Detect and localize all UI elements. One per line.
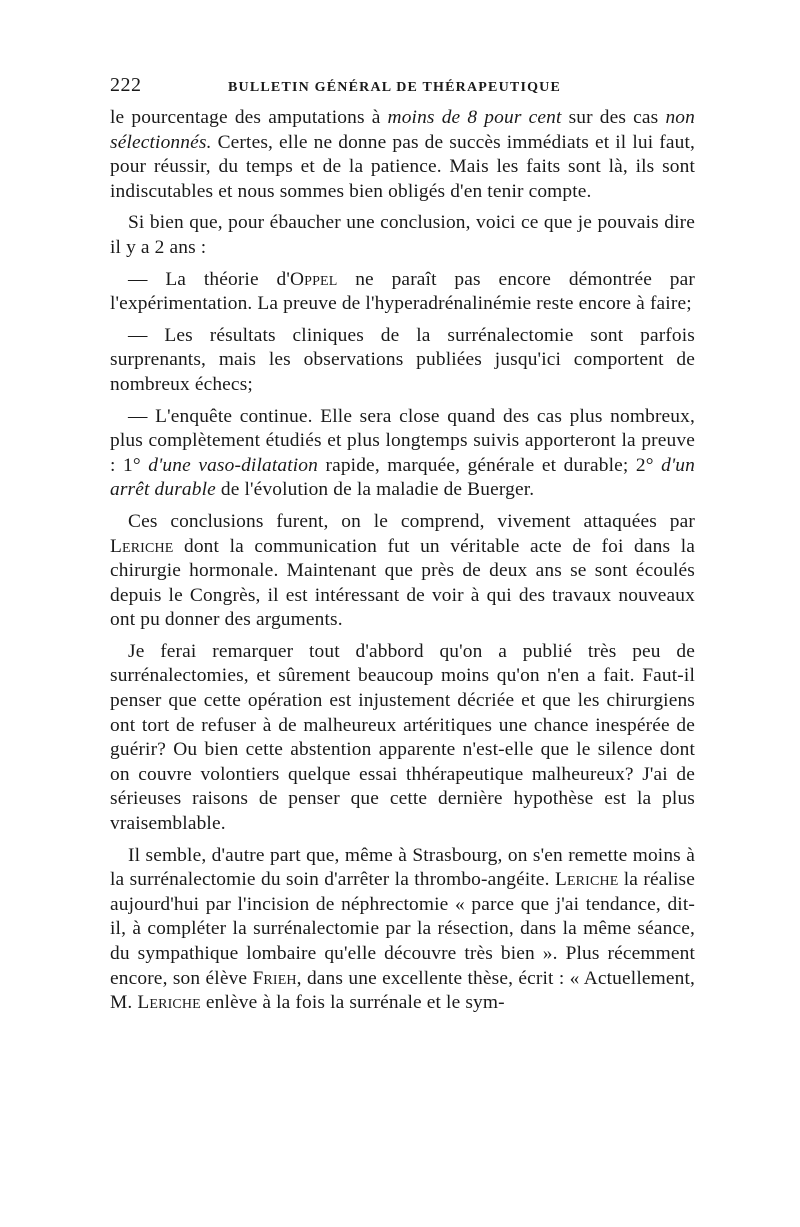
text-run: Ces conclusions furent, on le comprend, vivement attaquées par [128,510,695,532]
paragraph-7: Je ferai remarquer tout d'abbord qu'on a publié très peu de surrénalectomies, et sûrement beaucoup moins qu'on n'en a fait. Faut-il penser que cette opération est injustement décriée et que les chirurgiens ont tort de refuser à de malheureux artéritiques une chance inespérée de guérir? Ou bien cette abstention apparente n'est-elle que le silence dont on couvre volontiers quelque essai thhérapeutique malheureux? J'ai de sérieuses raisons de penser que cette dernière hypothèse est la plus vraisemblable. [110,640,695,835]
author-name: Frieh [252,967,297,989]
journal-title: BULLETIN GÉNÉRAL DE THÉRAPEUTIQUE [228,80,562,95]
text-run: Certes, elle ne donne pas de succès immédiats et il lui faut, pour réussir, du temps et de la patience. Mais les faits sont là, ils sont indiscutables et nous sommes bien obligés d'en tenir compte. [110,131,695,202]
italic-run: d'un arrêt durable [110,454,695,501]
text-run: le pourcentage des amputations à [110,107,388,128]
paragraph-8 [110,844,695,1016]
text-run: sur des cas [561,107,666,128]
author-name: Leriche [110,535,174,557]
text-run: — La théorie d' [128,268,290,290]
paragraph-4: — Les résultats cliniques de la surrénalectomie sont parfois surprenants, mais les observations publiées jusqu'ici comportent de nombreux échecs; [110,324,695,395]
italic-run: non sélectionnés. [110,107,695,153]
body-text [110,106,695,1016]
text-run: rapide, marquée, générale et durable; 2° [317,454,662,476]
paragraph-5 [110,405,695,503]
paragraph-6 [110,510,695,633]
text-run: de l'évolution de la maladie de Buerger. [215,479,535,501]
text-run: ne paraît pas encore démontrée par l'expérimentation. La preuve de l'hyperadrénalinémie reste encore à faire; [110,268,695,315]
page-number: 222 [110,74,142,96]
italic-run: d'une vaso-dilatation [148,454,318,476]
author-name: Oppel [290,268,338,290]
text-run: enlève à la fois la surrénale et le sym- [200,992,505,1014]
paragraph-2: Si bien que, pour ébaucher une conclusion, voici ce que je pouvais dire il y a 2 ans : [110,212,695,258]
running-head [110,72,695,106]
text-run: la réalise aujourd'hui par l'incision de néphrectomie « parce que j'ai tendance, dit-il, à compléter la surrénalectomie par la résection, dans la même séance, du sympathique lombaire qu'elle découvre très bien ». Plus récemment encore, son élève [110,869,696,989]
page [110,72,695,1023]
paragraph-1 [110,106,695,204]
paragraph-3 [110,268,695,317]
author-name: Leriche [554,869,619,891]
text-run: , dans une excellente thèse, écrit : « Actuellement, M. [110,967,695,1014]
text-run: Il semble, d'autre part que, même à Strasbourg, on s'en remette moins à la surrénalectomie du soin d'arrêter la thrombo-angéite. [110,844,695,891]
text-run: — L'enquête continue. Elle sera close quand des cas plus nombreux, plus complètement étudiés et plus longtemps suivis apporteront la preuve : 1° [110,405,695,476]
italic-run: moins de 8 pour cent [387,107,562,128]
text-run: dont la communication fut un véritable acte de foi dans la chirurgie hormonale. Maintenant que près de deux ans se sont écoulés depuis le Congrès, il est intéressant de voir à qui des travaux nouveaux ont pu donner des arguments. [110,535,695,631]
author-name: Leriche [137,992,201,1014]
